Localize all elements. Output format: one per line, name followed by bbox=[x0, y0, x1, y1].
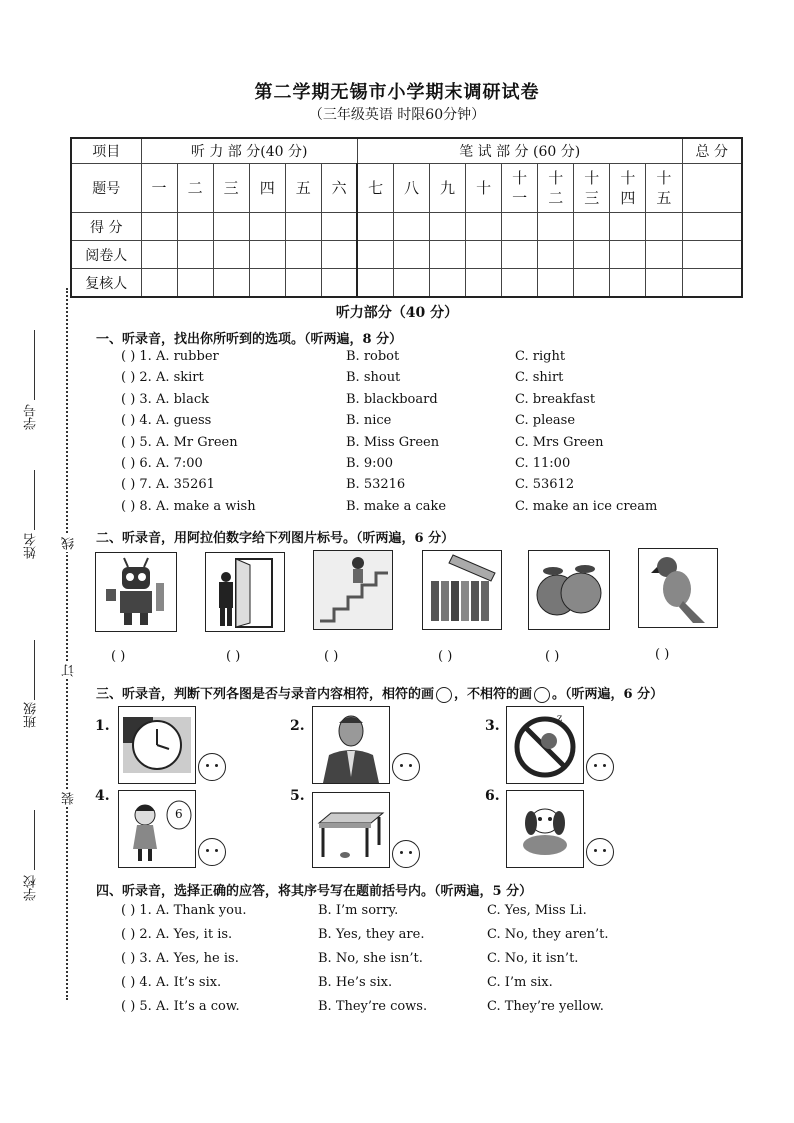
score-entry-cell[interactable] bbox=[249, 269, 285, 298]
score-entry-cell[interactable] bbox=[574, 269, 610, 298]
score-entry-cell[interactable] bbox=[502, 269, 538, 298]
section3-title-b: ，不相符的画 bbox=[454, 687, 533, 702]
question-option-c: C. I’m six. bbox=[487, 975, 553, 990]
item3-2-number: 2. bbox=[290, 718, 305, 734]
question-number-cell: 十 五 bbox=[646, 164, 682, 213]
question-option-a[interactable]: ( ) 2. A. Yes, it is. bbox=[121, 927, 233, 942]
answer-face-4[interactable] bbox=[198, 838, 226, 866]
table-picture bbox=[312, 792, 390, 868]
question-option-a[interactable]: ( ) 5. A. It’s a cow. bbox=[121, 999, 240, 1014]
class-field[interactable] bbox=[34, 640, 35, 700]
smiley-face-icon bbox=[436, 687, 452, 703]
score-entry-cell[interactable] bbox=[466, 213, 502, 241]
question-number-cell: 九 bbox=[430, 164, 466, 213]
no-sleeping-picture bbox=[506, 706, 584, 784]
girl-picture bbox=[118, 790, 196, 868]
score-entry-cell[interactable] bbox=[285, 241, 321, 269]
question-option-c: C. Mrs Green bbox=[515, 434, 604, 450]
section1-title: 一、听录音，找出你所听到的选项。（听两遍，8 分） bbox=[96, 332, 403, 347]
robot-picture bbox=[95, 552, 177, 632]
section2-title: 二、听录音，用阿拉伯数字给下列图片标号。（听两遍，6 分） bbox=[96, 531, 455, 546]
table-row-label-reviewer: 复核人 bbox=[71, 269, 141, 298]
dog-picture bbox=[506, 790, 584, 868]
question-option-c: C. right bbox=[515, 349, 566, 364]
question-option-c: C. breakfast bbox=[515, 391, 596, 407]
answer-face-2[interactable] bbox=[392, 753, 420, 781]
item3-3-number: 3. bbox=[485, 718, 500, 734]
sad-face-icon bbox=[534, 687, 550, 703]
question-option-b: B. He’s six. bbox=[318, 975, 393, 990]
student-id-field[interactable] bbox=[34, 330, 35, 400]
item3-1-number: 1. bbox=[95, 718, 110, 734]
score-entry-cell[interactable] bbox=[321, 241, 357, 269]
item3-6-number: 6. bbox=[485, 788, 500, 804]
score-entry-cell[interactable] bbox=[177, 269, 213, 298]
question-option-c: C. Yes, Miss Li. bbox=[487, 903, 587, 918]
question-option-b: B. I’m sorry. bbox=[318, 903, 399, 918]
score-entry-cell[interactable] bbox=[249, 241, 285, 269]
score-entry-cell[interactable] bbox=[213, 241, 249, 269]
score-entry-cell[interactable] bbox=[466, 241, 502, 269]
question-option-a[interactable]: ( ) 1. A. Thank you. bbox=[121, 903, 247, 918]
score-entry-cell[interactable] bbox=[321, 269, 357, 298]
section3-title bbox=[96, 683, 663, 703]
picture-answer-blank[interactable]: ( ) bbox=[438, 649, 453, 664]
question-option-a[interactable]: ( ) 2. A. skirt bbox=[121, 370, 204, 386]
score-entry-cell[interactable] bbox=[682, 213, 742, 241]
score-entry-cell[interactable] bbox=[357, 241, 393, 269]
total-score-cell[interactable] bbox=[682, 164, 742, 213]
school-label: 学校 bbox=[24, 875, 39, 901]
score-entry-cell[interactable] bbox=[430, 213, 466, 241]
question-option-b: B. Miss Green bbox=[346, 434, 440, 450]
score-table bbox=[70, 137, 743, 298]
question-option-b: B. shout bbox=[346, 370, 401, 386]
question-option-a[interactable]: ( ) 5. A. Mr Green bbox=[121, 434, 238, 450]
question-option-c: C. shirt bbox=[515, 370, 564, 386]
table-row-label-number: 题号 bbox=[71, 164, 141, 213]
question-option-a[interactable]: ( ) 8. A. make a wish bbox=[121, 498, 256, 514]
parrot-picture bbox=[638, 548, 718, 628]
student-id-label: 学号 bbox=[24, 404, 39, 430]
score-entry-cell[interactable] bbox=[430, 269, 466, 298]
score-entry-cell[interactable] bbox=[249, 213, 285, 241]
question-option-b: B. robot bbox=[346, 349, 400, 364]
score-entry-cell[interactable] bbox=[430, 241, 466, 269]
question-option-c: C. No, they aren’t. bbox=[487, 927, 609, 942]
question-number-cell: 四 bbox=[249, 164, 285, 213]
table-header-writing: 笔 试 部 分 (60 分) bbox=[357, 138, 682, 164]
question-option-b: B. They’re cows. bbox=[318, 999, 428, 1014]
section4-title: 四、听录音，选择正确的应答，将其序号写在题前括号内。（听两遍，5 分） bbox=[96, 884, 533, 899]
oranges-picture bbox=[528, 550, 610, 630]
question-option-b: B. make a cake bbox=[346, 498, 447, 514]
score-entry-cell[interactable] bbox=[538, 213, 574, 241]
score-entry-cell[interactable] bbox=[574, 213, 610, 241]
score-entry-cell[interactable] bbox=[285, 269, 321, 298]
table-header-total: 总 分 bbox=[682, 138, 742, 164]
table-row-label-score: 得 分 bbox=[71, 213, 141, 241]
score-entry-cell[interactable] bbox=[502, 241, 538, 269]
question-option-a[interactable]: ( ) 4. A. guess bbox=[121, 413, 212, 429]
table-header-listening: 听 力 部 分(40 分) bbox=[141, 138, 357, 164]
score-entry-cell[interactable] bbox=[213, 269, 249, 298]
score-entry-cell[interactable] bbox=[213, 213, 249, 241]
answer-face-6[interactable] bbox=[586, 838, 614, 866]
binding-mark-bind: 装 bbox=[62, 792, 77, 805]
section3-title-a: 三、听录音，判断下列各图是否与录音内容相符，相符的画 bbox=[96, 687, 435, 702]
score-entry-cell[interactable] bbox=[538, 269, 574, 298]
name-label: 姓名 bbox=[24, 533, 39, 559]
question-option-a[interactable]: ( ) 1. A. rubber bbox=[121, 349, 219, 364]
picture-answer-blank[interactable]: ( ) bbox=[545, 649, 560, 664]
score-entry-cell[interactable] bbox=[393, 269, 429, 298]
question-number-cell: 二 bbox=[177, 164, 213, 213]
question-option-b: B. No, she isn’t. bbox=[318, 951, 423, 966]
score-entry-cell[interactable] bbox=[646, 269, 682, 298]
score-entry-cell[interactable] bbox=[393, 241, 429, 269]
man-picture bbox=[312, 706, 390, 784]
question-option-c: C. please bbox=[515, 413, 576, 429]
score-entry-cell[interactable] bbox=[610, 213, 646, 241]
table-header-item: 项目 bbox=[71, 138, 141, 164]
score-entry-cell[interactable] bbox=[466, 269, 502, 298]
listening-part-title: 听力部分（40 分） bbox=[335, 305, 459, 321]
question-number-cell: 三 bbox=[213, 164, 249, 213]
question-number-cell: 一 bbox=[141, 164, 177, 213]
score-entry-cell[interactable] bbox=[574, 241, 610, 269]
score-entry-cell[interactable] bbox=[610, 269, 646, 298]
score-entry-cell[interactable] bbox=[321, 213, 357, 241]
score-entry-cell[interactable] bbox=[538, 241, 574, 269]
score-entry-cell[interactable] bbox=[646, 241, 682, 269]
school-field[interactable] bbox=[34, 810, 35, 870]
score-entry-cell[interactable] bbox=[177, 213, 213, 241]
question-option-a[interactable]: ( ) 4. A. It’s six. bbox=[121, 975, 222, 990]
speech-bubble-number: 6 bbox=[175, 807, 183, 821]
score-entry-cell[interactable] bbox=[502, 213, 538, 241]
question-option-b: B. 9:00 bbox=[346, 456, 394, 471]
score-entry-cell[interactable] bbox=[285, 213, 321, 241]
question-option-a[interactable]: ( ) 7. A. 35261 bbox=[121, 477, 215, 493]
score-entry-cell[interactable] bbox=[682, 241, 742, 269]
question-number-cell: 十 四 bbox=[610, 164, 646, 213]
score-entry-cell[interactable] bbox=[141, 269, 177, 298]
question-number-cell: 十 二 bbox=[538, 164, 574, 213]
exam-subtitle: （三年级英语 时限60分钟） bbox=[308, 107, 486, 123]
question-number-cell: 六 bbox=[321, 164, 357, 213]
section3-title-c: 。（听两遍，6 分） bbox=[552, 687, 664, 702]
question-option-c: C. make an ice cream bbox=[515, 498, 658, 514]
exam-title: 第二学期无锡市小学期末调研试卷 bbox=[254, 82, 540, 103]
flag-clock-picture bbox=[118, 706, 196, 784]
question-option-a[interactable]: ( ) 3. A. Yes, he is. bbox=[121, 951, 239, 966]
answer-face-5[interactable] bbox=[392, 840, 420, 868]
question-option-c: C. 11:00 bbox=[515, 456, 571, 471]
score-entry-cell[interactable] bbox=[141, 213, 177, 241]
crayons-picture bbox=[422, 550, 502, 630]
question-option-a[interactable]: ( ) 6. A. 7:00 bbox=[121, 456, 203, 471]
score-entry-cell[interactable] bbox=[646, 213, 682, 241]
answer-face-3[interactable] bbox=[586, 753, 614, 781]
item3-5-number: 5. bbox=[290, 788, 305, 804]
question-option-a[interactable]: ( ) 3. A. black bbox=[121, 391, 209, 407]
table-row-label-grader: 阅卷人 bbox=[71, 241, 141, 269]
picture-answer-blank[interactable]: ( ) bbox=[324, 649, 339, 664]
door-picture bbox=[205, 552, 285, 632]
question-option-c: C. They’re yellow. bbox=[487, 999, 604, 1014]
item3-4-number: 4. bbox=[95, 788, 110, 804]
question-option-c: C. No, it isn’t. bbox=[487, 951, 579, 966]
answer-face-1[interactable] bbox=[198, 753, 226, 781]
question-option-b: B. nice bbox=[346, 413, 392, 429]
score-entry-cell[interactable] bbox=[357, 269, 393, 298]
binding-dotted-line bbox=[66, 288, 68, 1000]
question-number-cell: 五 bbox=[285, 164, 321, 213]
question-number-cell: 七 bbox=[357, 164, 393, 213]
score-entry-cell[interactable] bbox=[141, 241, 177, 269]
class-label: 班级 bbox=[24, 702, 39, 728]
picture-answer-blank[interactable]: ( ) bbox=[226, 649, 241, 664]
binding-mark-line: 线 bbox=[62, 537, 77, 550]
score-entry-cell[interactable] bbox=[610, 241, 646, 269]
question-option-c: C. 53612 bbox=[515, 477, 575, 493]
score-entry-cell[interactable] bbox=[682, 269, 742, 298]
question-option-b: B. blackboard bbox=[346, 391, 438, 407]
binding-mark-staple: 订 bbox=[62, 664, 77, 677]
question-option-b: B. Yes, they are. bbox=[318, 927, 425, 942]
picture-answer-blank[interactable]: ( ) bbox=[655, 647, 670, 662]
svg-text:z: z bbox=[557, 713, 563, 724]
question-option-b: B. 53216 bbox=[346, 477, 406, 493]
score-entry-cell[interactable] bbox=[177, 241, 213, 269]
stairs-picture bbox=[313, 550, 393, 630]
question-number-cell: 十 bbox=[466, 164, 502, 213]
picture-answer-blank[interactable]: ( ) bbox=[111, 649, 126, 664]
question-number-cell: 八 bbox=[393, 164, 429, 213]
score-entry-cell[interactable] bbox=[393, 213, 429, 241]
score-entry-cell[interactable] bbox=[357, 213, 393, 241]
question-number-cell: 十 三 bbox=[574, 164, 610, 213]
question-number-cell: 十 一 bbox=[502, 164, 538, 213]
name-field[interactable] bbox=[34, 470, 35, 530]
